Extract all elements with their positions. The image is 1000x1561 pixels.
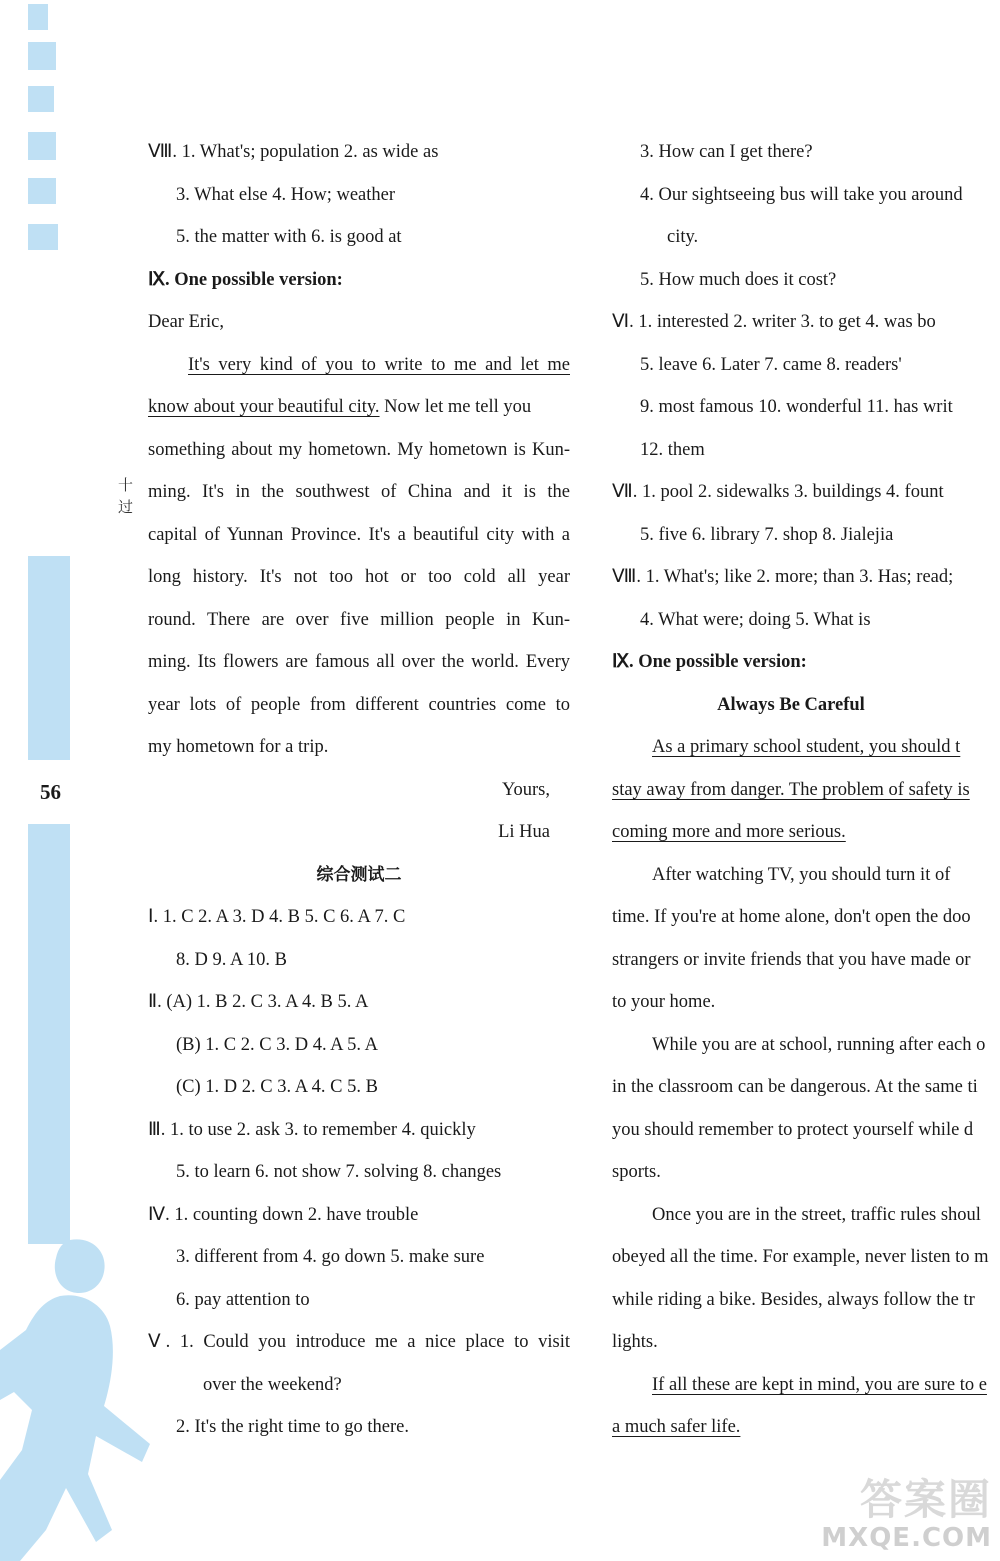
underlined-sentence: coming more and more serious. (612, 822, 846, 842)
section-heading: Ⅸ. One possible version: (148, 269, 343, 290)
letter-line: my hometown for a trip. (148, 737, 329, 757)
answer-line: Ⅲ. 1. to use 2. ask 3. to remember 4. quickly (148, 1119, 476, 1140)
underlined-sentence: a much safer life. (612, 1417, 741, 1437)
essay-line: Once you are in the street, traffic rules shoul (652, 1204, 981, 1225)
test-title: 综合测试二 (316, 864, 402, 885)
letter-closing: Yours, (502, 779, 550, 800)
watermark-url: MXQE.COM (821, 1523, 992, 1553)
essay-line: lights. (612, 1332, 658, 1352)
answer-line: Ⅴ. 1. Could you introduce me a nice place to visit (148, 1332, 570, 1352)
essay-line (612, 1406, 1000, 1449)
letter-line: round. There are over five million people in Kun- (148, 609, 570, 630)
decor-block-1 (28, 4, 48, 30)
answer-line: (C) 1. D 2. C 3. A 4. C 5. B (176, 1077, 378, 1097)
letter-line: capital of Yunnan Province. It's a beautiful city with a (148, 524, 570, 545)
essay-title: Always Be Careful (717, 694, 865, 715)
essay-line: time. If you're at home alone, don't open the doo (612, 907, 971, 927)
decor-block-4 (28, 132, 56, 160)
answer-line: over the weekend? (203, 1374, 342, 1395)
answer-line: (B) 1. C 2. C 3. D 4. A 5. A (176, 1034, 378, 1055)
margin-handwritten-mark: 十 过 (118, 476, 134, 516)
decor-block-6 (28, 224, 58, 250)
essay-line (612, 769, 1000, 812)
letter-line: year lots of people from different countries come to (148, 694, 570, 715)
letter-text: Now let me tell you (379, 397, 532, 417)
essay-line (612, 1364, 1000, 1407)
essay-line: After watching TV, you should turn it of (652, 864, 951, 885)
answer-line: city. (667, 227, 699, 247)
letter-line (148, 386, 570, 429)
answer-line: 3. What else 4. How; weather (176, 184, 396, 205)
answer-line: 4. Our sightseeing bus will take you around (640, 184, 963, 205)
answer-line: Ⅳ. 1. counting down 2. have trouble (148, 1204, 419, 1225)
underlined-sentence: know about your beautiful city. (148, 397, 380, 417)
underlined-sentence: It's very kind of you to write to me and let me (188, 354, 570, 375)
decor-block-3 (28, 86, 54, 112)
answer-line: 6. pay attention to (176, 1289, 310, 1310)
decor-block-2 (28, 42, 56, 70)
essay-line: obeyed all the time. For example, never listen to m (612, 1247, 989, 1267)
answer-line: 5. How much does it cost? (640, 269, 837, 290)
decor-block-5 (28, 178, 56, 204)
page-number: 56 (40, 780, 61, 804)
underlined-sentence: stay away from danger. The problem of safety is (612, 779, 970, 800)
left-column (148, 131, 570, 1449)
answer-line: 4. What were; doing 5. What is (640, 609, 871, 630)
letter-line: something about my hometown. My hometown is Kun- (148, 439, 570, 460)
essay-line: to your home. (612, 992, 716, 1012)
letter-salutation: Dear Eric, (148, 312, 225, 332)
watermark (821, 1477, 992, 1553)
answer-line: 5. the matter with 6. is good at (176, 227, 402, 247)
watermark-logo: 答案圈 (859, 1475, 992, 1524)
essay-line (612, 811, 1000, 854)
underlined-sentence: As a primary school student, you should t (652, 737, 961, 757)
answer-line: 5. to learn 6. not show 7. solving 8. changes (176, 1162, 502, 1182)
section-heading: Ⅸ. One possible version: (612, 652, 807, 672)
answer-line: 3. How can I get there? (640, 142, 813, 162)
answer-line: Ⅱ. (A) 1. B 2. C 3. A 4. B 5. A (148, 992, 369, 1012)
letter-line: long history. It's not too hot or too cold all year (148, 567, 570, 587)
answer-line: 3. different from 4. go down 5. make sure (176, 1247, 485, 1267)
answer-line: 2. It's the right time to go there. (176, 1417, 409, 1437)
answer-line: Ⅷ. 1. What's; population 2. as wide as (148, 142, 439, 162)
essay-line: while riding a bike. Besides, always follow the tr (612, 1289, 975, 1310)
essay-line (612, 726, 1000, 769)
underlined-sentence: If all these are kept in mind, you are sure to e (652, 1374, 987, 1395)
answer-line: 9. most famous 10. wonderful 11. has writ (640, 397, 953, 417)
letter-line (148, 344, 570, 387)
answer-line: 5. leave 6. Later 7. came 8. readers' (640, 354, 902, 375)
answer-line: Ⅶ. 1. pool 2. sidewalks 3. buildings 4. fount (612, 482, 944, 502)
essay-line: sports. (612, 1162, 661, 1182)
answer-line: Ⅰ. 1. C 2. A 3. D 4. B 5. C 6. A 7. C (148, 907, 406, 927)
essay-line: you should remember to protect yourself while d (612, 1119, 974, 1140)
letter-signature: Li Hua (498, 822, 550, 842)
answer-line: 8. D 9. A 10. B (176, 949, 288, 970)
letter-line: ming. Its flowers are famous all over the world. Every (148, 652, 570, 672)
essay-line: While you are at school, running after each o (652, 1034, 986, 1055)
essay-line: strangers or invite friends that you have made or (612, 949, 971, 970)
answer-line: Ⅵ. 1. interested 2. writer 3. to get 4. was bo (612, 312, 936, 332)
decor-bar-lower (28, 824, 70, 1244)
running-child-silhouette (0, 1230, 160, 1561)
right-column (612, 131, 1000, 1449)
answer-line: Ⅷ. 1. What's; like 2. more; than 3. Has; read; (612, 567, 954, 587)
essay-line: in the classroom can be dangerous. At the same ti (612, 1077, 978, 1097)
letter-line: ming. It's in the southwest of China and it is the (148, 482, 570, 502)
answer-line: 12. them (640, 439, 705, 460)
decor-bar-upper (28, 556, 70, 760)
answer-line: 5. five 6. library 7. shop 8. Jialejia (640, 524, 894, 545)
